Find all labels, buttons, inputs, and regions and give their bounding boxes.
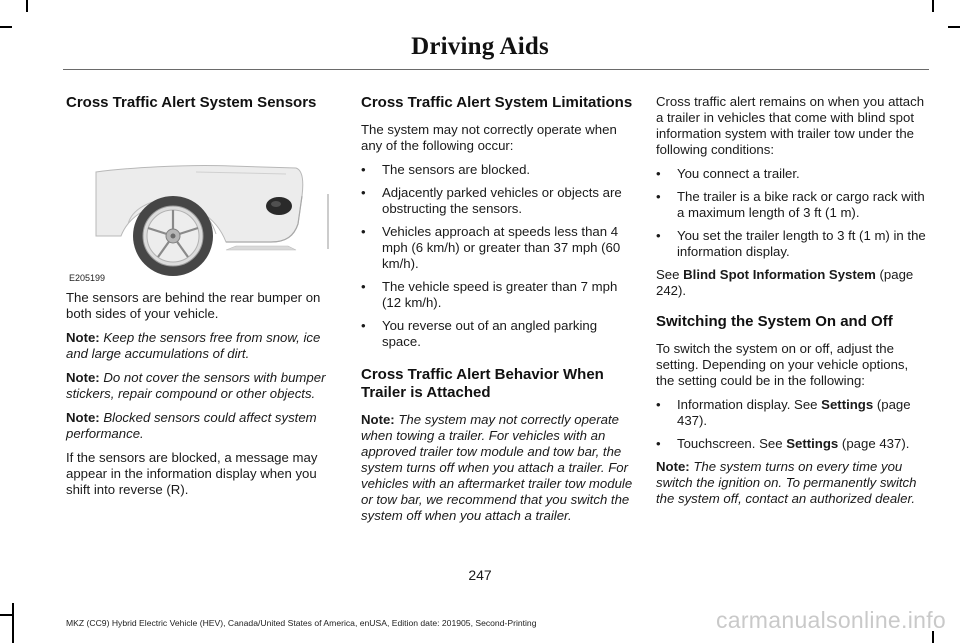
vehicle-rear-illustration (66, 124, 338, 284)
cross-reference (656, 267, 930, 299)
bullet: • (656, 228, 661, 243)
page-title: Driving Aids (411, 33, 549, 60)
settings-location-list (656, 397, 930, 452)
section-heading-trailer-behavior: Cross Traffic Alert Behavior When Trailer is Attached (361, 366, 604, 401)
bullet: • (656, 397, 661, 412)
figure-id: E205199 (69, 273, 106, 283)
list-item (656, 397, 930, 429)
note-label: Note: (66, 410, 100, 425)
corner-mark (932, 0, 934, 12)
note-text: Keep the sensors free from snow, ice and large accumulations of dirt. (66, 330, 321, 361)
page-number: 247 (468, 567, 492, 583)
list-item-text: The trailer is a bike rack or cargo rack with a maximum length of 3 ft (1 m). (677, 189, 925, 220)
footer-edition: MKZ (CC9) Hybrid Electric Vehicle (HEV), Canada/United States of America, enUSA, Edition date: 201905, Second-Printing (66, 618, 537, 628)
list-item-text: You set the trailer length to 3 ft (1 m) in the information display. (677, 228, 926, 259)
corner-mark (12, 603, 14, 643)
list-item-text: You reverse out of an angled parking space. (382, 318, 598, 349)
note-text: The system may not correctly operate when towing a trailer. For vehicles with an approved trailer tow module and tow bar, the system turns off when you attach a trailer. For vehicles with an aftermarket trailer tow module or tow bar, we recommend that you switch the system off when you attach a trailer. (361, 412, 633, 523)
bullet: • (656, 166, 661, 181)
note-text: Do not cover the sensors with bumper stickers, repair compound or other objects. (66, 370, 326, 401)
note (656, 459, 930, 507)
bullet: • (656, 436, 661, 451)
list-item-text: Adjacently parked vehicles or objects are obstructing the sensors. (382, 185, 622, 216)
list-item-text: The vehicle speed is greater than 7 mph (12 km/h). (382, 279, 618, 310)
list-item (361, 224, 633, 272)
rear-bumper-sensor-illustration (66, 124, 338, 284)
paragraph: If the sensors are blocked, a message may appear in the information display when you shift into reverse (R). (66, 450, 318, 497)
bullet: • (361, 224, 366, 239)
column-2 (361, 94, 633, 532)
watermark: carmanualsonline.info (715, 607, 946, 633)
list-item-text: The sensors are blocked. (382, 162, 531, 177)
header-divider (63, 69, 929, 70)
bullet: • (361, 162, 366, 177)
settings-link[interactable]: Settings (786, 436, 839, 451)
column-3 (656, 94, 930, 515)
paragraph: Cross traffic alert remains on when you attach a trailer in vehicles that come with blind spot information system with trailer tow under the following conditions: (656, 94, 925, 157)
bullet: • (361, 185, 366, 200)
corner-mark (0, 614, 12, 616)
bullet: • (361, 318, 366, 333)
note (66, 330, 338, 362)
trailer-conditions-list (656, 166, 930, 260)
note (66, 370, 338, 402)
list-item-prefix: Information display. See (677, 397, 822, 412)
list-item-prefix: Touchscreen. See (677, 436, 787, 451)
note (361, 412, 633, 524)
settings-link[interactable]: Settings (821, 397, 874, 412)
list-item-text: Vehicles approach at speeds less than 4 mph (6 km/h) or greater than 37 mph (60 km/h). (382, 224, 621, 271)
list-item (656, 166, 930, 182)
corner-mark (948, 26, 960, 28)
list-item (361, 162, 633, 178)
list-item (361, 185, 633, 217)
blind-spot-link[interactable]: Blind Spot Information System (683, 267, 876, 282)
see-suffix: (page 242). (656, 267, 914, 298)
paragraph: To switch the system on or off, adjust the setting. Depending on your vehicle options, the setting could be in the following: (656, 341, 909, 388)
limitations-list (361, 162, 633, 350)
paragraph: The sensors are behind the rear bumper on both sides of your vehicle. (66, 290, 321, 321)
bullet: • (361, 279, 366, 294)
section-heading-limitations: Cross Traffic Alert System Limitations (361, 94, 633, 111)
see-prefix: See (656, 267, 684, 282)
bullet: • (656, 189, 661, 204)
section-heading-sensors: Cross Traffic Alert System Sensors (66, 94, 317, 111)
paragraph: The system may not correctly operate when any of the following occur: (361, 122, 617, 153)
list-item-suffix: (page 437). (677, 397, 911, 428)
list-item (361, 279, 633, 311)
corner-mark (26, 0, 28, 12)
note-label: Note: (66, 330, 100, 345)
list-item (656, 228, 930, 260)
note-label: Note: (656, 459, 690, 474)
corner-mark (0, 26, 12, 28)
list-item (656, 189, 930, 221)
list-item (656, 436, 930, 452)
note (66, 410, 338, 442)
note-label: Note: (361, 412, 395, 427)
list-item (361, 318, 633, 350)
note-text: Blocked sensors could affect system performance. (66, 410, 317, 441)
list-item-suffix: (page 437). (838, 436, 910, 451)
column-1 (66, 94, 338, 506)
note-label: Note: (66, 370, 100, 385)
list-item-text: You connect a trailer. (677, 166, 800, 181)
section-heading-switching: Switching the System On and Off (656, 313, 893, 330)
note-text: The system turns on every time you switch the ignition on. To permanently switch the system off, contact an authorized dealer. (656, 459, 917, 506)
